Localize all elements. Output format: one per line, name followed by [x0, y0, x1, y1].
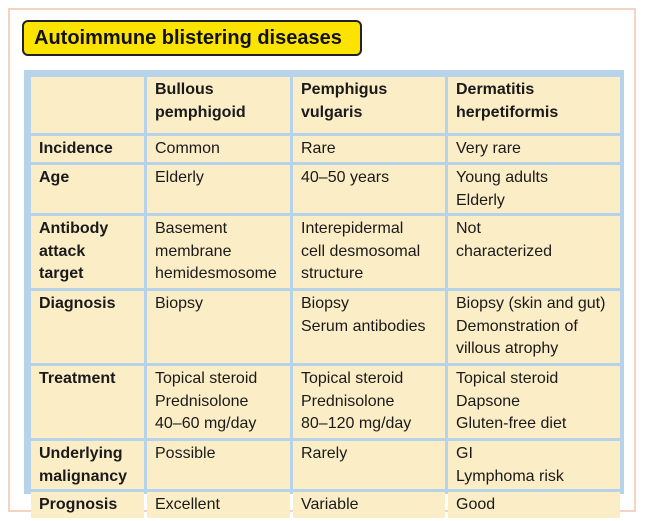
- column-header-line: Dermatitis: [456, 81, 535, 98]
- cell-line: 80–120 mg/day: [301, 415, 412, 432]
- row-label: [31, 441, 144, 489]
- table-cell: [293, 216, 445, 288]
- cell-line: Topical steroid: [155, 370, 258, 387]
- row-label-line: attack: [39, 242, 86, 260]
- table-container: [24, 70, 624, 513]
- table-cell: [147, 165, 290, 213]
- cell-line: Biopsy: [301, 295, 350, 312]
- table-cell: [448, 366, 620, 438]
- table-row: [31, 165, 620, 213]
- table-cell: [448, 441, 620, 489]
- table-cell: [293, 165, 445, 213]
- cell-line: Not: [456, 220, 481, 237]
- row-label-line: Diagnosis: [39, 295, 116, 312]
- disease-comparison-table: [28, 74, 623, 521]
- column-header-line: Bullous: [155, 81, 214, 98]
- corner-cell: [31, 77, 144, 133]
- cell-line: Basement: [155, 220, 228, 237]
- cell-line: Excellent: [155, 496, 220, 513]
- table-cell: [293, 492, 445, 518]
- table-cell: [147, 216, 290, 288]
- table-row: [31, 441, 620, 489]
- row-label-line: malignancy: [39, 467, 128, 485]
- column-header: [147, 77, 290, 133]
- table-cell: [293, 441, 445, 489]
- row-label-line: Prognosis: [39, 496, 118, 513]
- table-row: [31, 492, 620, 518]
- cell-line: Serum antibodies: [301, 317, 426, 335]
- table-cell: [147, 441, 290, 489]
- cell-line: Dapsone: [456, 392, 521, 410]
- table-cell: [293, 291, 445, 363]
- table-cell: [147, 291, 290, 363]
- cell-line: Good: [456, 496, 496, 513]
- cell-line: Elderly: [155, 169, 204, 186]
- table-row: [31, 216, 620, 288]
- cell-line: Biopsy (skin and gut): [456, 295, 606, 312]
- cell-line: Rare: [301, 140, 336, 157]
- row-label-line: Antibody: [39, 220, 109, 237]
- cell-line: Gluten-free diet: [456, 415, 567, 432]
- row-label-line: target: [39, 265, 84, 282]
- table-cell: [147, 136, 290, 162]
- row-label: [31, 366, 144, 438]
- cell-line: Lymphoma risk: [456, 467, 564, 485]
- row-label-line: Incidence: [39, 140, 113, 157]
- cell-line: Young adults: [456, 169, 548, 186]
- cell-line: Common: [155, 140, 220, 157]
- row-label-line: Treatment: [39, 370, 116, 387]
- cell-line: Interepidermal: [301, 220, 404, 237]
- cell-line: 40–50 years: [301, 169, 390, 186]
- row-label: [31, 216, 144, 288]
- row-label: [31, 291, 144, 363]
- cell-line: membrane: [155, 242, 232, 260]
- cell-line: Prednisolone: [301, 392, 395, 410]
- table-cell: [448, 165, 620, 213]
- table-row: [31, 366, 620, 438]
- row-label: [31, 165, 144, 213]
- cell-line: Demonstration of: [456, 317, 578, 335]
- row-label: [31, 492, 144, 518]
- table-row: [31, 291, 620, 363]
- table-cell: [448, 291, 620, 363]
- column-header-line: herpetiformis: [456, 103, 559, 121]
- table-cell: [147, 492, 290, 518]
- table-cell: [147, 366, 290, 438]
- column-header-line: Pemphigus: [301, 81, 388, 98]
- cell-line: structure: [301, 265, 364, 282]
- table-cell: [293, 136, 445, 162]
- table-cell: [448, 492, 620, 518]
- cell-line: villous atrophy: [456, 340, 559, 357]
- column-header: [293, 77, 445, 133]
- table-row: [31, 136, 620, 162]
- cell-line: Elderly: [456, 191, 505, 209]
- cell-line: hemidesmosome: [155, 265, 277, 282]
- cell-line: Variable: [301, 496, 359, 513]
- cell-line: Rarely: [301, 445, 348, 462]
- cell-line: Very rare: [456, 140, 521, 157]
- cell-line: 40–60 mg/day: [155, 415, 257, 432]
- cell-line: cell desmosomal: [301, 242, 421, 260]
- table-cell: [293, 366, 445, 438]
- cell-line: characterized: [456, 242, 553, 260]
- table-cell: [448, 136, 620, 162]
- cell-line: Topical steroid: [301, 370, 404, 387]
- row-label-line: Underlying: [39, 445, 123, 462]
- column-header-line: vulgaris: [301, 103, 363, 121]
- row-label: [31, 136, 144, 162]
- cell-line: Biopsy: [155, 295, 204, 312]
- row-label-line: Age: [39, 169, 70, 186]
- cell-line: Prednisolone: [155, 392, 249, 410]
- cell-line: Topical steroid: [456, 370, 559, 387]
- table-cell: [448, 216, 620, 288]
- cell-line: GI: [456, 445, 473, 462]
- column-header: [448, 77, 620, 133]
- column-header-line: pemphigoid: [155, 103, 246, 121]
- cell-line: Possible: [155, 445, 216, 462]
- header-row: [31, 77, 620, 133]
- table-title: Autoimmune blistering diseases: [22, 20, 362, 56]
